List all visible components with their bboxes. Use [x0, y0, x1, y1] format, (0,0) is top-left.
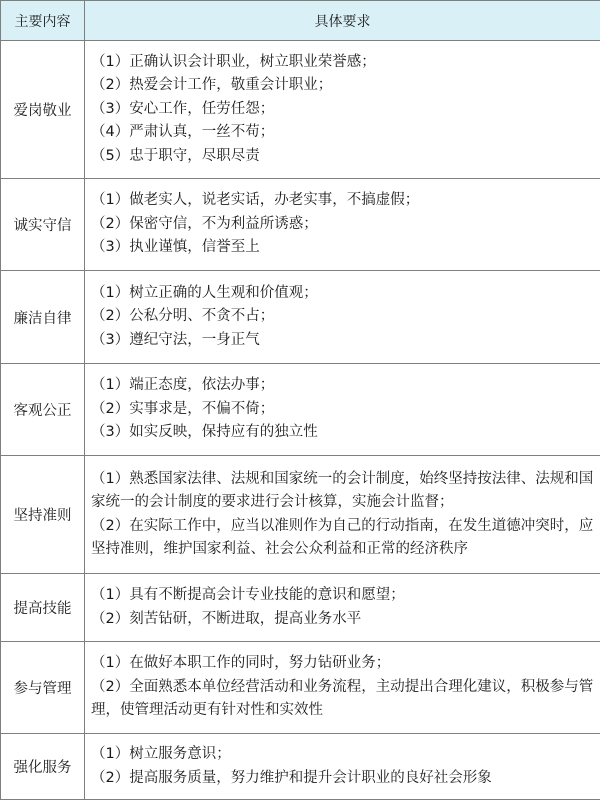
row-category: 强化服务	[1, 734, 85, 800]
requirement-item: （2）公私分明、不贪不占；	[91, 308, 275, 325]
requirement-item: （3）遵纪守法，一身正气	[91, 331, 260, 348]
row-category: 坚持准则	[1, 456, 85, 574]
table-row	[1, 456, 600, 574]
table-row	[1, 364, 600, 456]
requirement-item: （3）安心工作，任劳任怨；	[91, 100, 275, 117]
table-row	[1, 642, 600, 734]
requirement-item: （5）忠于职守，尽职尽责	[91, 147, 260, 164]
requirement-item: （1）树立正确的人生观和价值观；	[91, 284, 318, 301]
table-row	[1, 574, 600, 642]
row-requirements	[85, 41, 600, 179]
requirement-item: （2）在实际工作中，应当以准则作为自己的行动指南，在发生道德冲突时，应坚持准则，维护国家利益、社会公众利益和正常的经济秩序	[91, 517, 594, 557]
requirement-item: （1）具有不断提高会计专业技能的意识和愿望；	[91, 587, 405, 603]
row-requirements	[85, 456, 600, 574]
header-specific-requirements: 具体要求	[85, 1, 600, 41]
row-requirements	[85, 642, 600, 734]
requirement-item: （4）严肃认真，一丝不苟；	[91, 124, 275, 141]
header-main-content: 主要内容	[1, 1, 85, 41]
requirement-item: （2）保密守信，不为利益所诱惑；	[91, 215, 318, 232]
table-header-row	[1, 1, 600, 41]
row-category: 诚实守信	[1, 179, 85, 271]
requirement-item: （1）端正态度，依法办事；	[91, 377, 275, 394]
requirement-item: （1）做老实人，说老实话，办老实事，不搞虚假；	[91, 192, 420, 209]
table-row	[1, 734, 600, 800]
row-category: 廉洁自律	[1, 271, 85, 364]
table-row	[1, 179, 600, 271]
requirement-item: （2）热爱会计工作，敬重会计职业；	[91, 77, 333, 94]
row-requirements	[85, 734, 600, 800]
table-row	[1, 271, 600, 364]
table-row	[1, 41, 600, 179]
row-requirements	[85, 271, 600, 364]
requirement-item: （1）熟悉国家法律、法规和国家统一的会计制度，始终坚持按法律、法规和国家统一的会计制度的要求进行会计核算，实施会计监督；	[91, 470, 594, 510]
requirement-item: （3）如实反映，保持应有的独立性	[91, 424, 318, 441]
row-category: 客观公正	[1, 364, 85, 456]
requirement-item: （1）树立服务意识；	[91, 746, 231, 762]
row-requirements	[85, 179, 600, 271]
requirement-item: （1）正确认识会计职业，树立职业荣誉感；	[91, 53, 376, 70]
row-requirements	[85, 364, 600, 456]
requirement-item: （2）提高服务质量，努力维护和提升会计职业的良好社会形象	[91, 769, 492, 786]
row-category: 爱岗敬业	[1, 41, 85, 179]
requirement-item: （2）实事求是，不偏不倚；	[91, 400, 275, 417]
row-category: 参与管理	[1, 642, 85, 734]
requirement-item: （2）刻苦钻研，不断进取，提高业务水平	[91, 610, 362, 627]
requirement-item: （2）全面熟悉本单位经营活动和业务流程，主动提出合理化建议，积极参与管理，使管理活动更有针对性和实效性	[91, 678, 594, 719]
requirement-item: （1）在做好本职工作的同时，努力钻研业务；	[91, 655, 391, 672]
requirement-item: （3）执业谨慎，信誉至上	[91, 239, 260, 256]
row-requirements	[85, 574, 600, 642]
row-category: 提高技能	[1, 574, 85, 642]
